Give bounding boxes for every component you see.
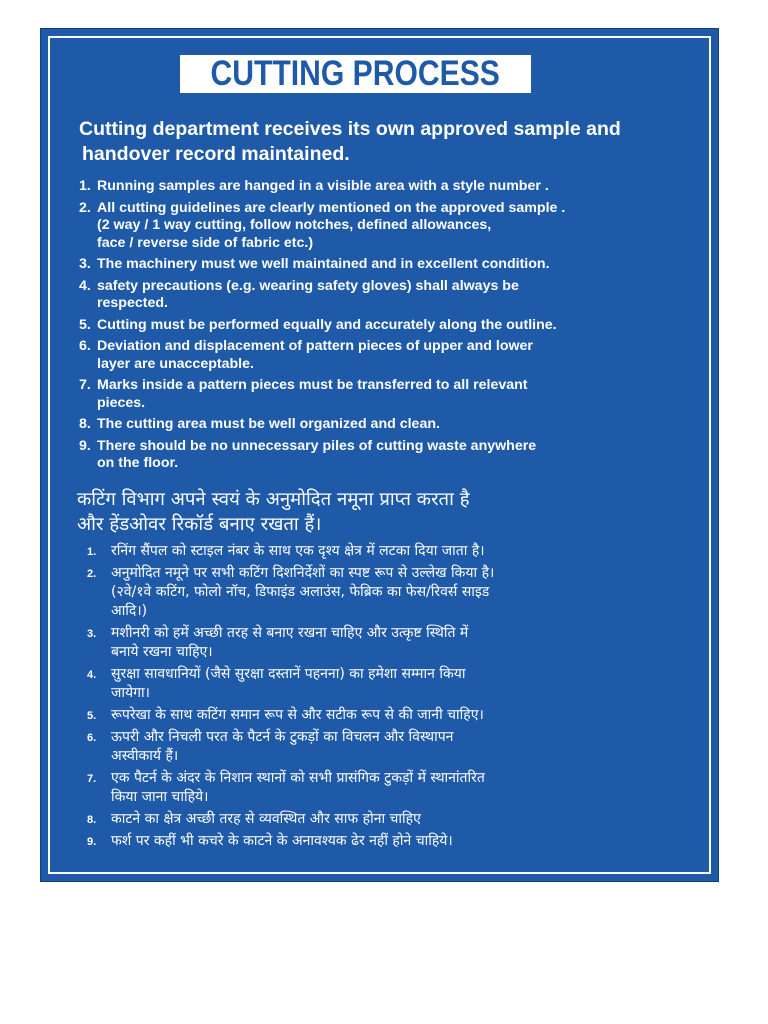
hindi-intro-line-1: कटिंग विभाग अपने स्वयं के अनुमोदित नमूना प्राप्त करता है <box>77 489 470 510</box>
english-rule-item: 3. The machinery must we well maintained and in excellent condition. <box>79 256 550 272</box>
english-rule-item: 2. All cutting guidelines are clearly mentioned on the approved sample . (2 way / 1 way cutting, follow notches, defined allowances, face / reverse side of fabric etc.) <box>79 199 566 251</box>
hindi-rule-item: 1. रनिंग सैंपल को स्टाइल नंबर के साथ एक दृश्य क्षेत्र में लटका दिया जाता है। <box>87 543 485 559</box>
hindi-rule-item: 8. काटने का क्षेत्र अच्छी तरह से व्यवस्थित और साफ होना चाहिए <box>87 811 421 827</box>
hindi-rule-item: 6. ऊपरी और निचली परत के पैटर्न के टुकड़ों का विचलन और विस्थापन अस्वीकार्य हैं। <box>87 729 454 764</box>
english-rule-item: 9. There should be no unnecessary piles of cutting waste anywhere on the floor. <box>79 437 537 471</box>
hindi-rule-item: 3. मशीनरी को हमें अच्छी तरह से बनाए रखना चाहिए और उत्कृष्ट स्थिति में बनाये रखना चाहिए। <box>87 625 469 660</box>
hindi-rule-item: 9. फर्श पर कहीं भी कचरे के काटने के अनावश्यक ढेर नहीं होने चाहिये। <box>87 833 453 849</box>
hindi-intro <box>77 487 697 537</box>
english-intro <box>79 117 679 167</box>
hindi-rule-item: 7. एक पैटर्न के अंदर के निशान स्थानों को सभी प्रासंगिक टुकड़ों में स्थानांतरित किया जाना चाहिये। <box>87 770 485 805</box>
sign-title: CUTTING PROCESS <box>210 54 501 93</box>
hindi-rule-item: 2. अनुमोदित नमूने पर सभी कटिंग दिशनिर्देशों का स्पष्ट रूप से उल्लेख किया है। (२वे/१वे कटिंग, फोलो नॉच, डिफाइंड अलाउंस, फेब्रिक का फेस/रिवर्स साइड आदि।) <box>87 565 495 619</box>
english-intro-line-1: Cutting department receives its own approved sample and <box>79 118 621 140</box>
english-rule-item: 6. Deviation and displacement of pattern pieces of upper and lower layer are unacceptable. <box>79 338 533 372</box>
english-rule-item: 5. Cutting must be performed equally and accurately along the outline. <box>79 316 557 333</box>
english-intro-line-2: handover record maintained. <box>82 143 350 165</box>
hindi-rule-item: 4. सुरक्षा सावधानियों (जैसे सुरक्षा दस्तानें पहनना) का हमेशा सम्मान किया जायेगा। <box>87 666 466 701</box>
english-rules-list <box>79 178 711 477</box>
english-rule-item: 7. Marks inside a pattern pieces must be transferred to all relevant pieces. <box>79 377 528 411</box>
cutting-process-sign <box>40 28 719 882</box>
hindi-rule-item: 5. रूपरेखा के साथ कटिंग समान रूप से और सटीक रूप से की जानी चाहिए। <box>87 707 484 723</box>
title-box <box>180 55 531 93</box>
hindi-intro-line-2: और हेंडओवर रिकॉर्ड बनाए रखता हैं। <box>77 514 322 535</box>
hindi-rules-list <box>87 542 707 854</box>
english-rule-item: 8. The cutting area must be well organized and clean. <box>79 416 440 432</box>
english-rule-item: 4. safety precautions (e.g. wearing safety gloves) shall always be respected. <box>79 277 519 311</box>
english-rule-item: 1. Running samples are hanged in a visible area with a style number . <box>79 178 549 194</box>
